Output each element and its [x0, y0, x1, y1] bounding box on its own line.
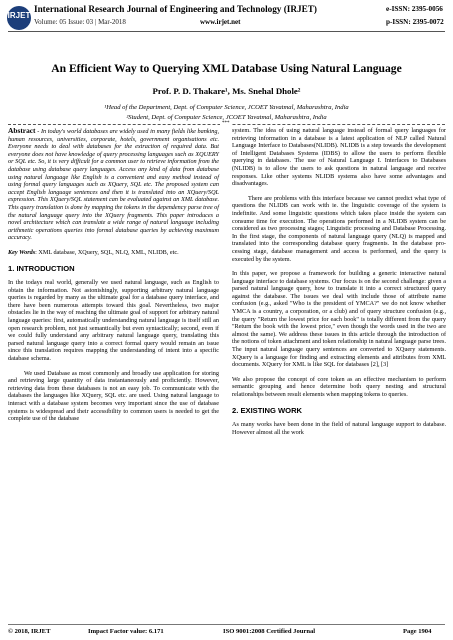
- intro-paragraph-5: In this paper, we propose a framework for building a generic interactive natural language interface to database systems. Our focus is on the second challenge: given a parsed natural language query, how to translate it into a correct structured query against the database. The issues we deal with include those of attribute name confusion (e.g., asked "Who is the president of YMCA?" we do not know whether YMCA is a country, a corporation, or a club) and of query structure confusion (e.g., the query "Return the lowest price for each book" is totally different from the query "Return the book with the lowest price," even though the words used in the two are almost the same). We address these issues in this article through the introduction of the notions of token attachment and token relationship in natural language parse trees. The input natural language query sentences are converted to XQuery statements. XQuery is a language for finding and extracting elements and attributes from XML documents. XQuery for XML is like SQL for databases [2], [3]: [232, 270, 446, 369]
- section-heading-existing-work: 2. EXISTING WORK: [232, 405, 303, 415]
- footer-impact-factor: Impact Factor value: 6.171: [88, 628, 164, 635]
- intro-paragraph-6: We also propose the concept of core token as an effective mechanism to perform semantic grouping and hence determine both query nesting and structural relationships between result elements when mapping tokens to queries.: [232, 375, 446, 398]
- section-heading-introduction: 1. INTRODUCTION: [8, 263, 75, 273]
- keywords-text: : XML database, XQuery, SQL, NLQ, XML, NLIDB, etc.: [35, 248, 179, 256]
- keywords-label: Key Words: [8, 248, 36, 256]
- journal-logo: [7, 6, 31, 30]
- paper-title: An Efficient Way to Querying XML Database Using Natural Language: [51, 62, 402, 75]
- intro-paragraph-2: We used Database as most commonly and broadly use application for storing and retrieving large quantity of data instantaneously and proficiently. However, retrieving data from these databases is not an easy job. To communicate with the databases the languages like XQuery, SQL etc. are used. Using natural language to interact with a database system becomes very important since the use of database systems is widespread and their accessibility to common users is needed to get the complete use of the database: [8, 369, 219, 423]
- affiliation-1: ¹Head of the Department, Dept. of Computer Science, JCOET Yavatmal, Maharashtra, India: [104, 104, 349, 111]
- existing-work-paragraph-1: As many works have been done in the field of natural language support to database. However almost all the work: [232, 421, 446, 436]
- e-issn: e-ISSN: 2395-0056: [386, 5, 443, 13]
- footer-divider: [8, 624, 445, 625]
- intro-paragraph-1: In the todays real world, generally we used natural language, such as English to obtain the information. Not astonishingly, supporting arbitrary natural language queries is regarded by many as the ultimate goal for a database query interface, and there have been numerous attempts toward this goal. Nevertheless, two major obstacles lie in the way of reaching the ultimate goal of support for arbitrary natural language queries: first, automatically understanding natural language is itself still an open research problem, not just semantically but even syntactically; second, even if we could fully understand any arbitrary natural language query, translating this parsed natural language query into a correct formal query would remain an issue since this translation requires mapping the understanding of intent into a specific database schema.: [8, 279, 219, 363]
- footer-iso: ISO 9001:2008 Certified Journal: [223, 628, 316, 635]
- affiliation-2: ²Student, Dept. of Computer Science, JCOET Yavatmal, Maharashtra, India: [126, 114, 327, 121]
- p-issn: p-ISSN: 2395-0072: [386, 18, 444, 26]
- abstract-label: Abstract: [8, 126, 36, 135]
- abstract: [8, 127, 219, 242]
- paper-authors: Prof. P. D. Thakare¹, Ms. Snehal Dhole²: [152, 86, 301, 96]
- footer-page-number: Page 1904: [403, 628, 432, 635]
- intro-paragraph-3: system. The idea of using natural language instead of formal query languages for retrieving information in a database is a latest application of NLP called Natural Language Interface to Databases(NLIDB). NLIDB is a step towards the development of Intelligent Databases Systems (IDBS) to allow the users to perform flexible querying in databases. The use of Natural Language I. Interfaces to Databases (NLIDB) is to allow the users to ask questions in natural language and receive responses. Like other systems NLIDB systems also have some advantages and disadvantages.: [232, 127, 446, 188]
- abstract-text: - In today's world databases are widely used in many fields like banking, human resources, universities, corporate, hotels, government organisations etc. Everyone needs to deal with databases for the extraction of required data. But everyone does not have knowledge of query processing languages such as XQUERY or SQL etc. So, it is very difficult for a common user to retrieve information from the database using database query languages. Access any kind of data from database using natural language like English is a convenient and easy method instead of using formal query languages such as XQuery, SQL etc. The proposed system can accept English language sentences and then it is translated into an XQuery/SQL expression. This XQuery/SQL statement can be evaluated against an XML database. This query translation is done by mapping the tokens in the dependency parse tree of the natural language query into the XQuery fragments. This paper introduces a novel architecture which can translate a wide range of natural language including arithmetic operations queries into formal database queries by achieving maximum accuracy.: [8, 128, 219, 242]
- journal-website[interactable]: www.irjet.net: [200, 18, 241, 26]
- intro-paragraph-4: There are problems with this interface because we cannot predict what type of questions the NLIDB can work with ie. the linguistic coverage of the system is indefinite. And some linguistic questions which takes place inside the system can consume time for execution. The operations performed in a NLIDB system can be considered as two processing stages; Linguistic processing and Database Processing. In the first stage, the components of natural language query (NLQ) is mapped and translated into the corresponding database query fragments. In the database pro- cessing stage, database management and access is performed, and the query is executed by the system.: [232, 194, 446, 263]
- journal-name: International Research Journal of Engineering and Technology (IRJET): [34, 4, 317, 14]
- left-column: [8, 127, 219, 430]
- keywords: [8, 249, 219, 257]
- journal-header: [0, 0, 453, 36]
- header-divider: [8, 31, 445, 32]
- logo-text: IRJET: [7, 11, 31, 20]
- right-column: [232, 127, 446, 443]
- footer-copyright: © 2018, IRJET: [8, 628, 51, 635]
- separator-stars: ***: [222, 121, 230, 126]
- volume-issue: Volume: 05 Issue: 03 | Mar-2018: [34, 18, 126, 26]
